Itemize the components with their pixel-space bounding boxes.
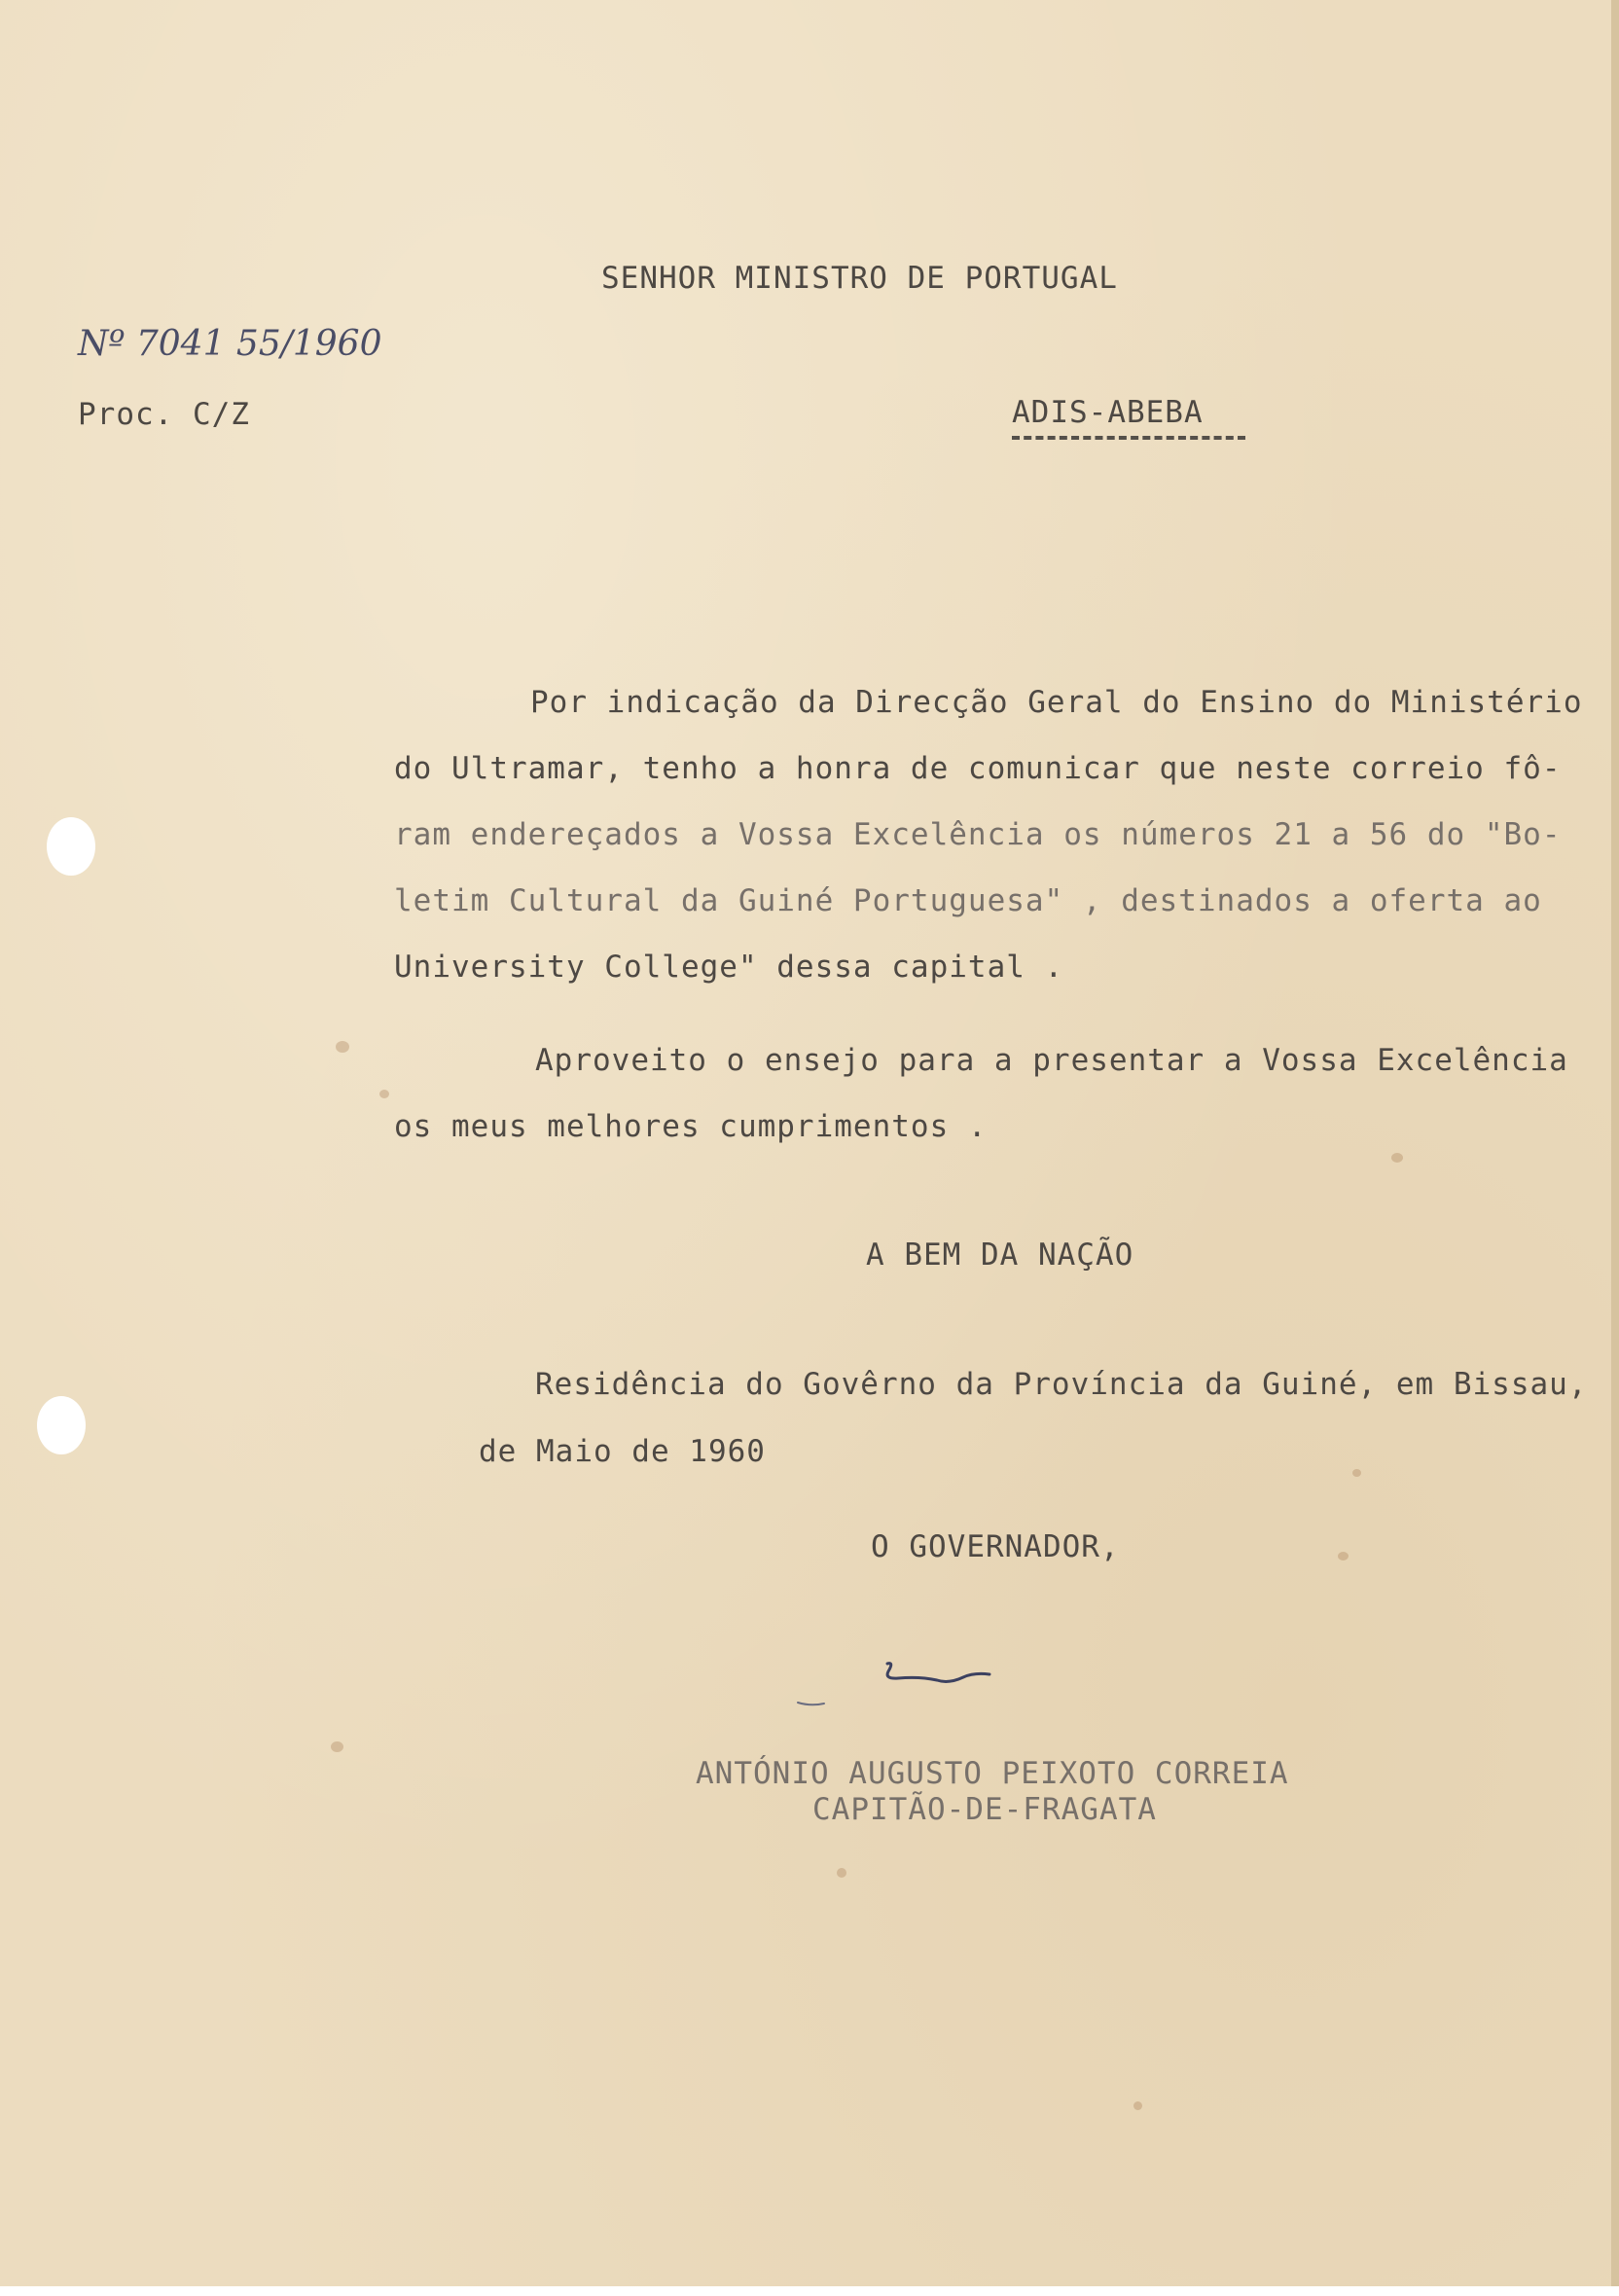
page-edge bbox=[1611, 0, 1619, 2286]
city-underline bbox=[1012, 436, 1245, 440]
salutation: A BEM DA NAÇÃO bbox=[866, 1238, 1134, 1273]
punch-hole-lower bbox=[37, 1396, 86, 1454]
signatory-name: ANTÓNIO AUGUSTO PEIXOTO CORREIA bbox=[696, 1756, 1289, 1791]
foxing-spot bbox=[379, 1090, 389, 1098]
foxing-spot bbox=[1338, 1552, 1349, 1561]
body-line: Por indicação da Direcção Geral do Ensino do Ministério bbox=[530, 685, 1583, 720]
foxing-spot bbox=[1133, 2101, 1142, 2110]
destination-city: ADIS-ABEBA bbox=[1012, 395, 1204, 430]
body-line: do Ultramar, tenho a honra de comunicar que neste correio fô- bbox=[394, 751, 1562, 786]
signatory-rank: CAPITÃO-DE-FRAGATA bbox=[812, 1792, 1157, 1827]
body-line: os meus melhores cumprimentos . bbox=[394, 1109, 988, 1144]
body-line: letim Cultural da Guiné Portuguesa" , destinados a oferta ao bbox=[394, 883, 1542, 918]
reference-number: Nº 7041 55/1960 bbox=[78, 324, 382, 364]
process-code: Proc. C/Z bbox=[78, 397, 250, 432]
signatory-role: O GOVERNADOR, bbox=[871, 1529, 1120, 1564]
punch-hole-upper bbox=[47, 817, 95, 876]
body-line: University College" dessa capital . bbox=[394, 950, 1064, 985]
body-line: ram endereçados a Vossa Excelência os números 21 a 56 do "Bo- bbox=[394, 817, 1562, 852]
foxing-spot bbox=[1391, 1153, 1403, 1163]
foxing-spot bbox=[331, 1741, 343, 1752]
body-line: Aproveito o ensejo para a presentar a Vossa Excelência bbox=[535, 1043, 1568, 1078]
foxing-spot bbox=[837, 1868, 846, 1878]
place-line: Residência do Govêrno da Província da Guiné, em Bissau, bbox=[535, 1367, 1588, 1402]
handwritten-signature bbox=[793, 1654, 997, 1722]
addressee: SENHOR MINISTRO DE PORTUGAL bbox=[601, 261, 1118, 296]
date-line: de Maio de 1960 bbox=[479, 1434, 766, 1469]
foxing-spot bbox=[1352, 1469, 1361, 1477]
foxing-spot bbox=[336, 1041, 349, 1053]
